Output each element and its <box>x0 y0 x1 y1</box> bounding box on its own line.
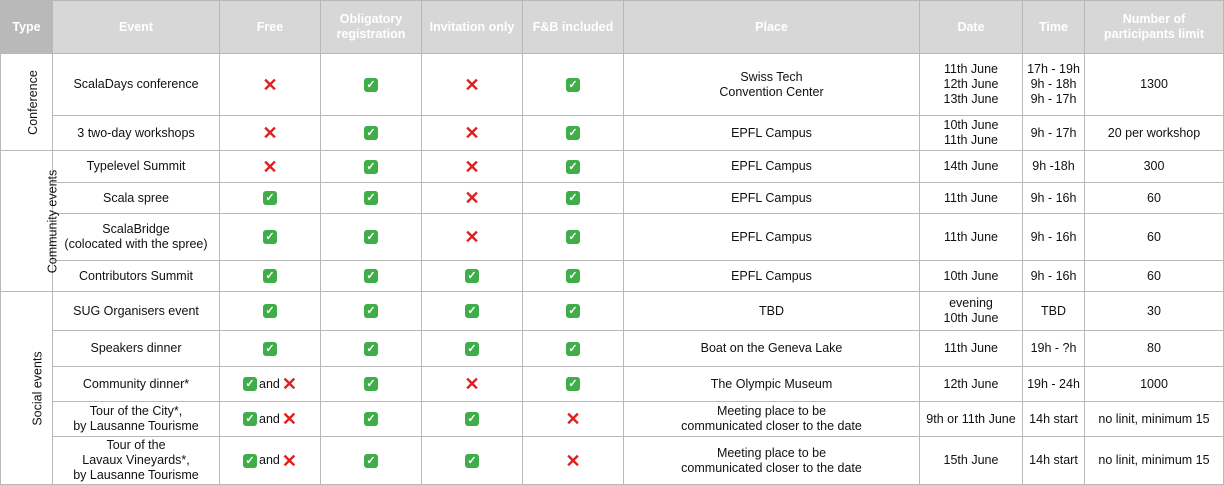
limit-cell: 300 <box>1085 151 1224 183</box>
event-cell: 3 two-day workshops <box>53 116 220 151</box>
free-cell <box>220 116 321 151</box>
group-social: Social events <box>1 292 53 485</box>
date-cell: 14th June <box>920 151 1023 183</box>
free-cell <box>220 54 321 116</box>
limit-cell: 60 <box>1085 214 1224 261</box>
table-row <box>1 331 1224 367</box>
header-date: Date <box>920 1 1023 54</box>
table-row <box>1 116 1224 151</box>
check-icon: ✓ <box>243 377 257 391</box>
event-cell: Tour of the City*, by Lausanne Tourisme <box>53 402 220 437</box>
date-cell: 11th June <box>920 331 1023 367</box>
time-cell: 9h - 17h <box>1023 116 1085 151</box>
obligatory-cell <box>321 292 422 331</box>
table-row <box>1 214 1224 261</box>
check-icon: ✓ <box>364 412 378 426</box>
group-community: Community events <box>1 151 53 292</box>
date-cell: 10th June 11th June <box>920 116 1023 151</box>
date-cell: 9th or 11th June <box>920 402 1023 437</box>
limit-cell: 20 per workshop <box>1085 116 1224 151</box>
invitation-cell <box>422 437 523 485</box>
and-text: and <box>259 376 280 391</box>
obligatory-cell <box>321 402 422 437</box>
fnb-cell <box>523 292 624 331</box>
time-cell: 9h - 16h <box>1023 261 1085 292</box>
check-icon: ✓ <box>465 454 479 468</box>
event-cell: ScalaBridge (colocated with the spree) <box>53 214 220 261</box>
free-cell <box>220 292 321 331</box>
check-icon: ✓ <box>263 304 277 318</box>
limit-cell: 1300 <box>1085 54 1224 116</box>
check-icon: ✓ <box>263 230 277 244</box>
check-icon: ✓ <box>243 412 257 426</box>
table-row <box>1 151 1224 183</box>
obligatory-cell <box>321 437 422 485</box>
fnb-cell <box>523 116 624 151</box>
time-cell: 9h - 16h <box>1023 214 1085 261</box>
event-cell: ScalaDays conference <box>53 54 220 116</box>
free-cell <box>220 151 321 183</box>
cross-icon: ✕ <box>464 123 480 144</box>
group-conference: Conference <box>1 54 53 151</box>
check-icon: ✓ <box>566 160 580 174</box>
place-cell: EPFL Campus <box>624 116 920 151</box>
free-cell <box>220 331 321 367</box>
table-row <box>1 437 1224 485</box>
event-cell: SUG Organisers event <box>53 292 220 331</box>
check-icon: ✓ <box>566 191 580 205</box>
check-icon: ✓ <box>465 412 479 426</box>
check-icon: ✓ <box>364 377 378 391</box>
date-cell: evening 10th June <box>920 292 1023 331</box>
place-cell: The Olympic Museum <box>624 367 920 402</box>
cross-icon: ✕ <box>262 156 278 177</box>
time-cell: 19h - 24h <box>1023 367 1085 402</box>
limit-cell: no linit, minimum 15 <box>1085 437 1224 485</box>
invitation-cell <box>422 292 523 331</box>
event-cell: Community dinner* <box>53 367 220 402</box>
time-cell: 14h start <box>1023 402 1085 437</box>
obligatory-cell <box>321 331 422 367</box>
obligatory-cell <box>321 214 422 261</box>
table-row <box>1 183 1224 214</box>
check-icon: ✓ <box>364 454 378 468</box>
cross-icon: ✕ <box>464 188 480 209</box>
cross-icon: ✕ <box>464 374 480 395</box>
fnb-cell <box>523 214 624 261</box>
table-row <box>1 261 1224 292</box>
check-icon: ✓ <box>566 269 580 283</box>
limit-cell: 30 <box>1085 292 1224 331</box>
cross-icon: ✕ <box>464 156 480 177</box>
check-icon: ✓ <box>364 78 378 92</box>
header-limit: Number of participants limit <box>1085 1 1224 54</box>
time-cell: TBD <box>1023 292 1085 331</box>
event-cell: Speakers dinner <box>53 331 220 367</box>
date-cell: 10th June <box>920 261 1023 292</box>
check-icon: ✓ <box>243 454 257 468</box>
check-icon: ✓ <box>566 78 580 92</box>
time-cell: 9h - 16h <box>1023 183 1085 214</box>
free-cell <box>220 261 321 292</box>
check-icon: ✓ <box>566 304 580 318</box>
event-cell: Typelevel Summit <box>53 151 220 183</box>
place-cell: Boat on the Geneva Lake <box>624 331 920 367</box>
obligatory-cell <box>321 261 422 292</box>
limit-cell: 1000 <box>1085 367 1224 402</box>
limit-cell: 60 <box>1085 261 1224 292</box>
check-icon: ✓ <box>465 269 479 283</box>
free-cell <box>220 183 321 214</box>
obligatory-cell <box>321 151 422 183</box>
check-icon: ✓ <box>364 230 378 244</box>
fnb-cell <box>523 331 624 367</box>
check-icon: ✓ <box>263 342 277 356</box>
limit-cell: 80 <box>1085 331 1224 367</box>
header-event: Event <box>53 1 220 54</box>
invitation-cell <box>422 261 523 292</box>
check-icon: ✓ <box>364 304 378 318</box>
table-body <box>1 54 1224 485</box>
fnb-cell <box>523 402 624 437</box>
cross-icon: ✕ <box>281 409 297 430</box>
cross-icon: ✕ <box>565 409 581 430</box>
table-row <box>1 367 1224 402</box>
cross-icon: ✕ <box>464 227 480 248</box>
obligatory-cell <box>321 183 422 214</box>
table-row <box>1 292 1224 331</box>
obligatory-cell <box>321 367 422 402</box>
check-icon: ✓ <box>263 191 277 205</box>
header-type: Type <box>1 1 53 54</box>
check-icon: ✓ <box>364 269 378 283</box>
date-cell: 11th June <box>920 183 1023 214</box>
cross-icon: ✕ <box>565 450 581 471</box>
event-cell: Tour of the Lavaux Vineyards*, by Lausanne Tourisme <box>53 437 220 485</box>
table-row <box>1 402 1224 437</box>
check-icon: ✓ <box>263 269 277 283</box>
time-cell: 14h start <box>1023 437 1085 485</box>
place-cell: Meeting place to be communicated closer to the date <box>624 402 920 437</box>
invitation-cell <box>422 367 523 402</box>
cross-icon: ✕ <box>262 123 278 144</box>
place-cell: EPFL Campus <box>624 261 920 292</box>
check-icon: ✓ <box>465 304 479 318</box>
event-cell: Contributors Summit <box>53 261 220 292</box>
header-obligatory: Obligatory registration <box>321 1 422 54</box>
check-icon: ✓ <box>465 342 479 356</box>
obligatory-cell <box>321 116 422 151</box>
time-cell: 17h - 19h 9h - 18h 9h - 17h <box>1023 54 1085 116</box>
invitation-cell <box>422 116 523 151</box>
header-invitation: Invitation only <box>422 1 523 54</box>
check-icon: ✓ <box>566 342 580 356</box>
header-place: Place <box>624 1 920 54</box>
invitation-cell <box>422 402 523 437</box>
check-icon: ✓ <box>364 342 378 356</box>
fnb-cell <box>523 261 624 292</box>
event-cell: Scala spree <box>53 183 220 214</box>
place-cell: Meeting place to be communicated closer to the date <box>624 437 920 485</box>
check-icon: ✓ <box>364 191 378 205</box>
invitation-cell <box>422 151 523 183</box>
check-icon: ✓ <box>364 126 378 140</box>
fnb-cell <box>523 183 624 214</box>
place-cell: EPFL Campus <box>624 214 920 261</box>
free-cell <box>220 437 321 485</box>
table-row <box>1 54 1224 116</box>
check-icon: ✓ <box>364 160 378 174</box>
fnb-cell <box>523 54 624 116</box>
free-cell <box>220 367 321 402</box>
date-cell: 11th June <box>920 214 1023 261</box>
date-cell: 11th June 12th June 13th June <box>920 54 1023 116</box>
header-free: Free <box>220 1 321 54</box>
time-cell: 19h - ?h <box>1023 331 1085 367</box>
fnb-cell <box>523 367 624 402</box>
date-cell: 12th June <box>920 367 1023 402</box>
cross-icon: ✕ <box>281 374 297 395</box>
check-icon: ✓ <box>566 377 580 391</box>
place-cell: EPFL Campus <box>624 183 920 214</box>
fnb-cell <box>523 437 624 485</box>
invitation-cell <box>422 214 523 261</box>
place-cell: TBD <box>624 292 920 331</box>
free-cell <box>220 402 321 437</box>
date-cell: 15th June <box>920 437 1023 485</box>
obligatory-cell <box>321 54 422 116</box>
cross-icon: ✕ <box>262 74 278 95</box>
and-text: and <box>259 411 280 426</box>
header-row <box>1 1 1224 54</box>
place-cell: Swiss Tech Convention Center <box>624 54 920 116</box>
cross-icon: ✕ <box>281 450 297 471</box>
limit-cell: no linit, minimum 15 <box>1085 402 1224 437</box>
invitation-cell <box>422 331 523 367</box>
limit-cell: 60 <box>1085 183 1224 214</box>
cross-icon: ✕ <box>464 74 480 95</box>
check-icon: ✓ <box>566 126 580 140</box>
and-text: and <box>259 453 280 468</box>
place-cell: EPFL Campus <box>624 151 920 183</box>
free-cell <box>220 214 321 261</box>
header-fnb: F&B included <box>523 1 624 54</box>
check-icon: ✓ <box>566 230 580 244</box>
fnb-cell <box>523 151 624 183</box>
header-time: Time <box>1023 1 1085 54</box>
invitation-cell <box>422 183 523 214</box>
time-cell: 9h -18h <box>1023 151 1085 183</box>
invitation-cell <box>422 54 523 116</box>
